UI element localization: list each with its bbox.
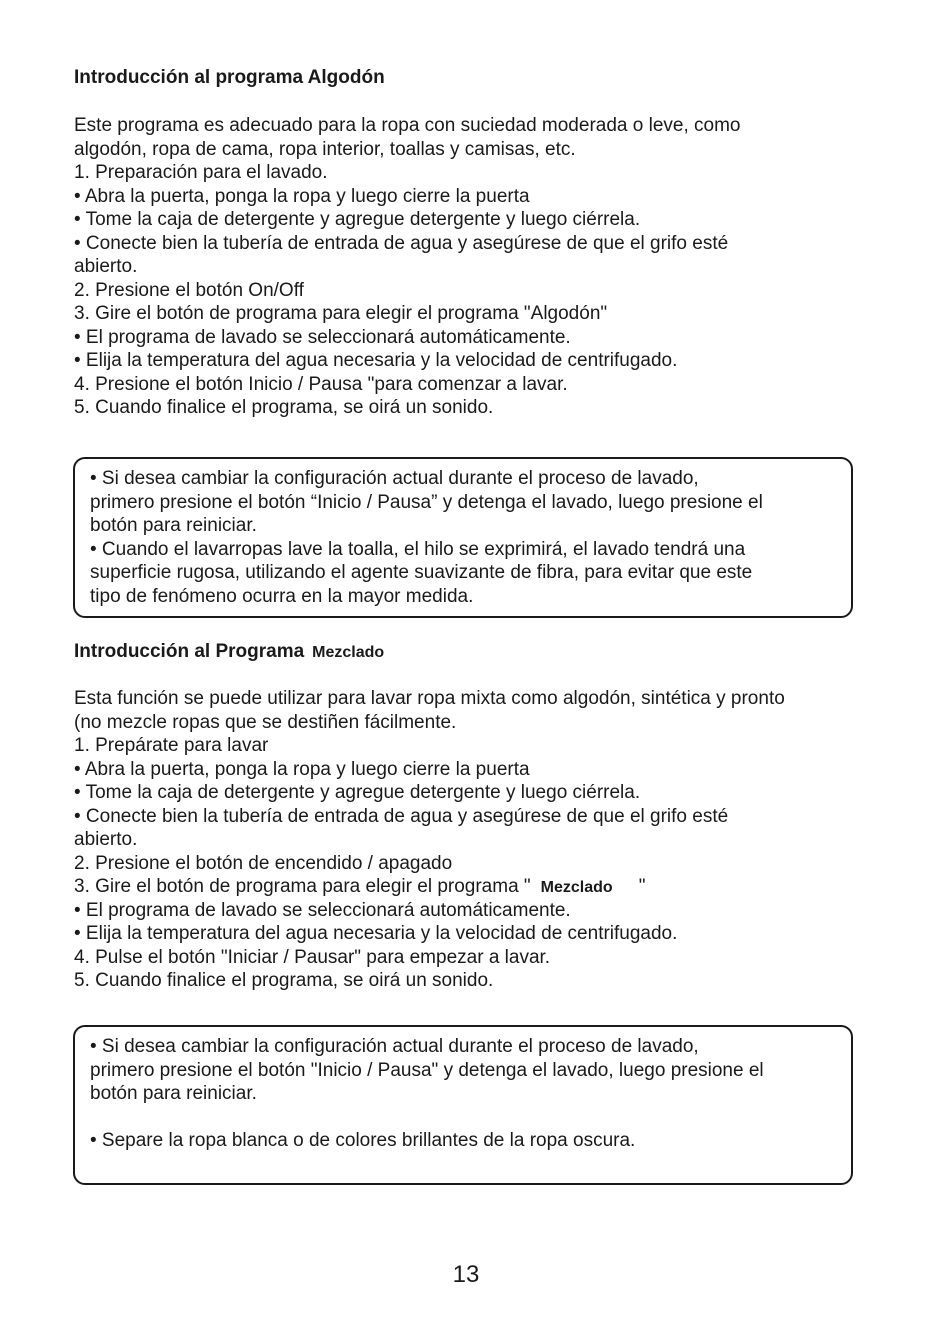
step3-line — [74, 875, 874, 899]
text-line: 1. Prepárate para lavar — [74, 735, 269, 756]
text-line: algodón, ropa de cama, ropa interior, toallas y camisas, etc. — [74, 138, 576, 160]
text-line: 2. Presione el botón On/Off — [74, 279, 304, 301]
section2-heading-main: Introducción al Programa — [74, 641, 305, 662]
text-line: • Abra la puerta, ponga la ropa y luego cierre la puerta — [74, 185, 530, 207]
note-line: primero presione el botón "Inicio / Pausa" y detenga el lavado, luego presione el — [90, 1059, 764, 1081]
note-line: • Si desea cambiar la configuración actual durante el proceso de lavado, — [90, 468, 699, 489]
text-line: 4. Presione el botón Inicio / Pausa "para comenzar a lavar. — [74, 373, 568, 395]
page-number: 13 — [452, 1261, 480, 1288]
step3-prefix: 3. Gire el botón de programa para elegir el programa " — [74, 876, 531, 897]
note-line: botón para reiniciar. — [90, 1083, 257, 1104]
text-line: • Conecte bien la tubería de entrada de agua y asegúrese de que el grifo esté — [74, 232, 729, 254]
note-line: botón para reiniciar. — [90, 515, 257, 536]
text-line: • El programa de lavado se seleccionará automáticamente. — [74, 326, 571, 348]
text-line: abierto. — [74, 256, 138, 277]
step3-program-name: Mezclado — [540, 879, 613, 896]
text-line: • Elija la temperatura del agua necesaria y la velocidad de centrifugado. — [74, 350, 678, 371]
text-line: 1. Preparación para el lavado. — [74, 162, 328, 183]
text-line: 2. Presione el botón de encendido / apagado — [74, 852, 453, 874]
note-line: primero presione el botón “Inicio / Pausa” y detenga el lavado, luego presione el — [90, 491, 763, 513]
note-spacer — [90, 1106, 764, 1130]
section2-heading-program: Mezclado — [312, 644, 385, 661]
text-line: 5. Cuando finalice el programa, se oirá un sonido. — [74, 970, 494, 991]
section2-body — [74, 687, 874, 993]
text-line: • Abra la puerta, ponga la ropa y luego cierre la puerta — [74, 758, 530, 780]
section1-heading: Introducción al programa Algodón — [74, 67, 385, 88]
section1-body — [74, 114, 874, 420]
note-line: superficie rugosa, utilizando el agente suavizante de fibra, para evitar que este — [90, 562, 753, 583]
text-line: (no mezcle ropas que se destiñen fácilmente. — [74, 711, 457, 733]
text-line: 4. Pulse el botón "Iniciar / Pausar" para empezar a lavar. — [74, 946, 551, 968]
note-line: • Si desea cambiar la configuración actual durante el proceso de lavado, — [90, 1036, 699, 1057]
text-line: • Elija la temperatura del agua necesaria y la velocidad de centrifugado. — [74, 923, 678, 944]
section1-note-box — [73, 457, 853, 618]
note-line: • Separe la ropa blanca o de colores brillantes de la ropa oscura. — [90, 1130, 636, 1151]
text-line: • Tome la caja de detergente y agregue detergente y luego ciérrela. — [74, 782, 641, 803]
section2-heading — [74, 640, 384, 665]
text-line: Esta función se puede utilizar para lavar ropa mixta como algodón, sintética y pronto — [74, 688, 785, 709]
note-line: • Cuando el lavarropas lave la toalla, el hilo se exprimirá, el lavado tendrá una — [90, 538, 746, 560]
text-line: • Tome la caja de detergente y agregue detergente y luego ciérrela. — [74, 209, 641, 230]
text-line: Este programa es adecuado para la ropa con suciedad moderada o leve, como — [74, 115, 741, 136]
text-line: • El programa de lavado se seleccionará automáticamente. — [74, 899, 571, 921]
note-line: tipo de fenómeno ocurra en la mayor medida. — [90, 585, 474, 607]
text-line: 3. Gire el botón de programa para elegir el programa "Algodón" — [74, 303, 608, 324]
text-line: abierto. — [74, 829, 138, 850]
text-line: • Conecte bien la tubería de entrada de agua y asegúrese de que el grifo esté — [74, 805, 729, 827]
text-line: 5. Cuando finalice el programa, se oirá un sonido. — [74, 397, 494, 418]
section2-note-box — [73, 1025, 853, 1185]
step3-suffix: " — [638, 876, 646, 897]
